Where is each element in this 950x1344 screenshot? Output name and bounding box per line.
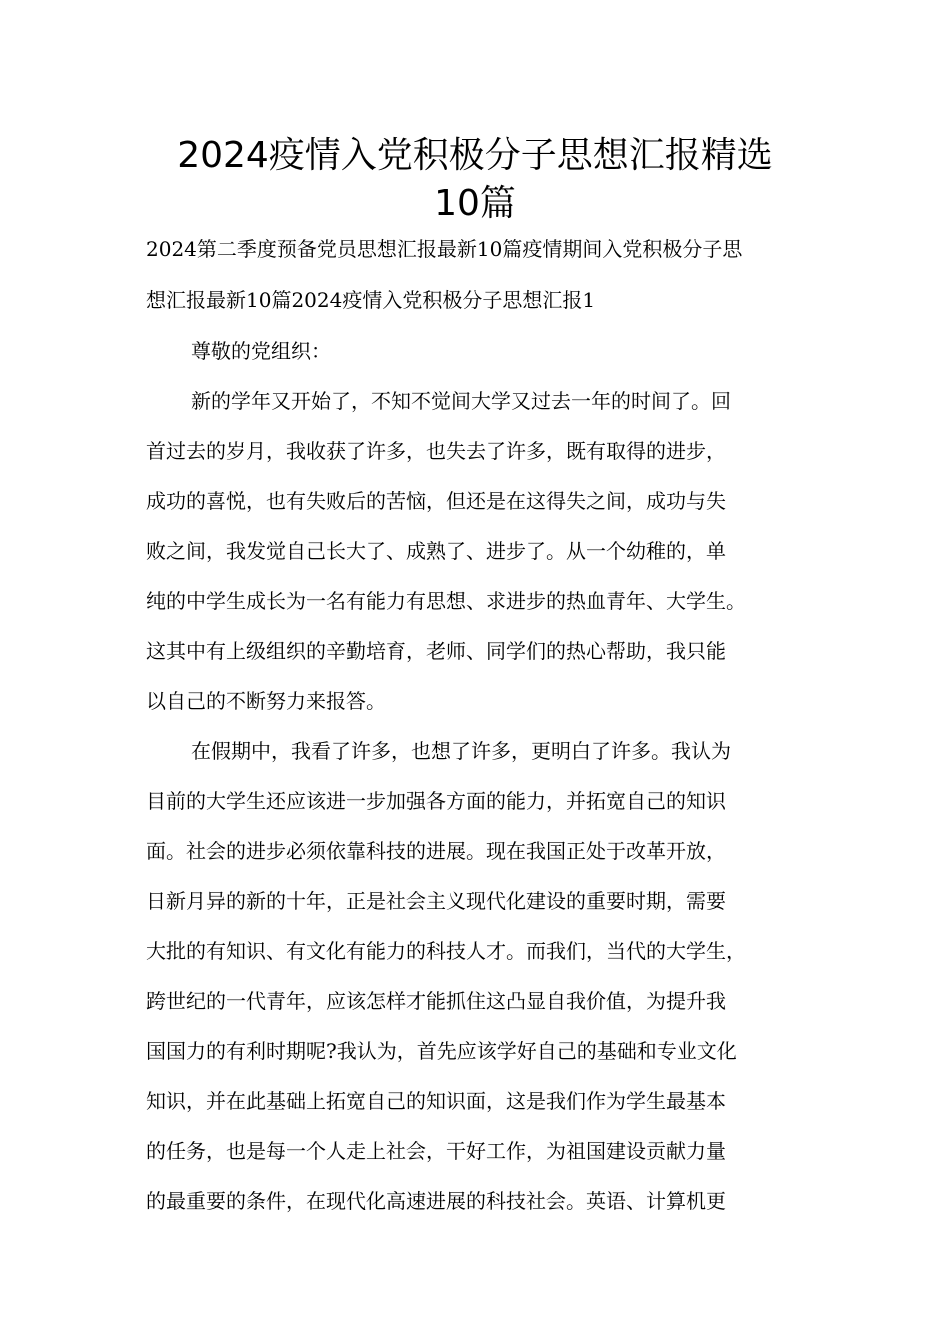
text-line: 尊敬的党组织： (191, 339, 331, 363)
text-line: 败之间，我发觉自己长大了、成熟了、进步了。从一个幼稚的，单 (146, 539, 726, 563)
text-line: 大批的有知识、有文化有能力的科技人才。而我们，当代的大学生， (146, 939, 746, 963)
text-line: 纯的中学生成长为一名有能力有思想、求进步的热血青年、大学生。 (146, 589, 746, 613)
text-line: 首过去的岁月，我收获了许多，也失去了许多，既有取得的进步， (146, 439, 726, 463)
text-line: 以自己的不断努力来报答。 (146, 689, 386, 713)
text-line: 这其中有上级组织的辛勤培育，老师、同学们的热心帮助，我只能 (146, 639, 726, 663)
document-title-line-2: 10篇 (434, 183, 516, 224)
text-line: 想汇报最新10篇2024疫情入党积极分子思想汇报1 (146, 288, 596, 312)
text-line: 国国力的有利时期呢?我认为，首先应该学好自己的基础和专业文化 (146, 1039, 737, 1063)
text-line: 知识，并在此基础上拓宽自己的知识面，这是我们作为学生最基本 (146, 1089, 726, 1113)
text-line: 面。社会的进步必须依靠科技的进展。现在我国正处于改革开放， (146, 839, 726, 863)
text-line: 成功的喜悦，也有失败后的苦恼，但还是在这得失之间，成功与失 (146, 489, 726, 513)
text-line: 跨世纪的一代青年，应该怎样才能抓住这凸显自我价值，为提升我 (146, 989, 726, 1013)
text-line: 的任务，也是每一个人走上社会，干好工作，为祖国建设贡献力量 (146, 1139, 726, 1163)
text-line: 2024第二季度预备党员思想汇报最新10篇疫情期间入党积极分子思 (146, 237, 743, 261)
text-line: 的最重要的条件，在现代化高速进展的科技社会。英语、计算机更 (146, 1189, 726, 1213)
text-line: 日新月异的新的十年，正是社会主义现代化建设的重要时期，需要 (146, 889, 726, 913)
text-line: 目前的大学生还应该进一步加强各方面的能力，并拓宽自己的知识 (146, 789, 726, 813)
text-line: 在假期中，我看了许多，也想了许多，更明白了许多。我认为 (191, 739, 731, 763)
document-title-line-1: 2024疫情入党积极分子思想汇报精选 (177, 135, 773, 176)
text-line: 新的学年又开始了，不知不觉间大学又过去一年的时间了。回 (191, 389, 731, 413)
